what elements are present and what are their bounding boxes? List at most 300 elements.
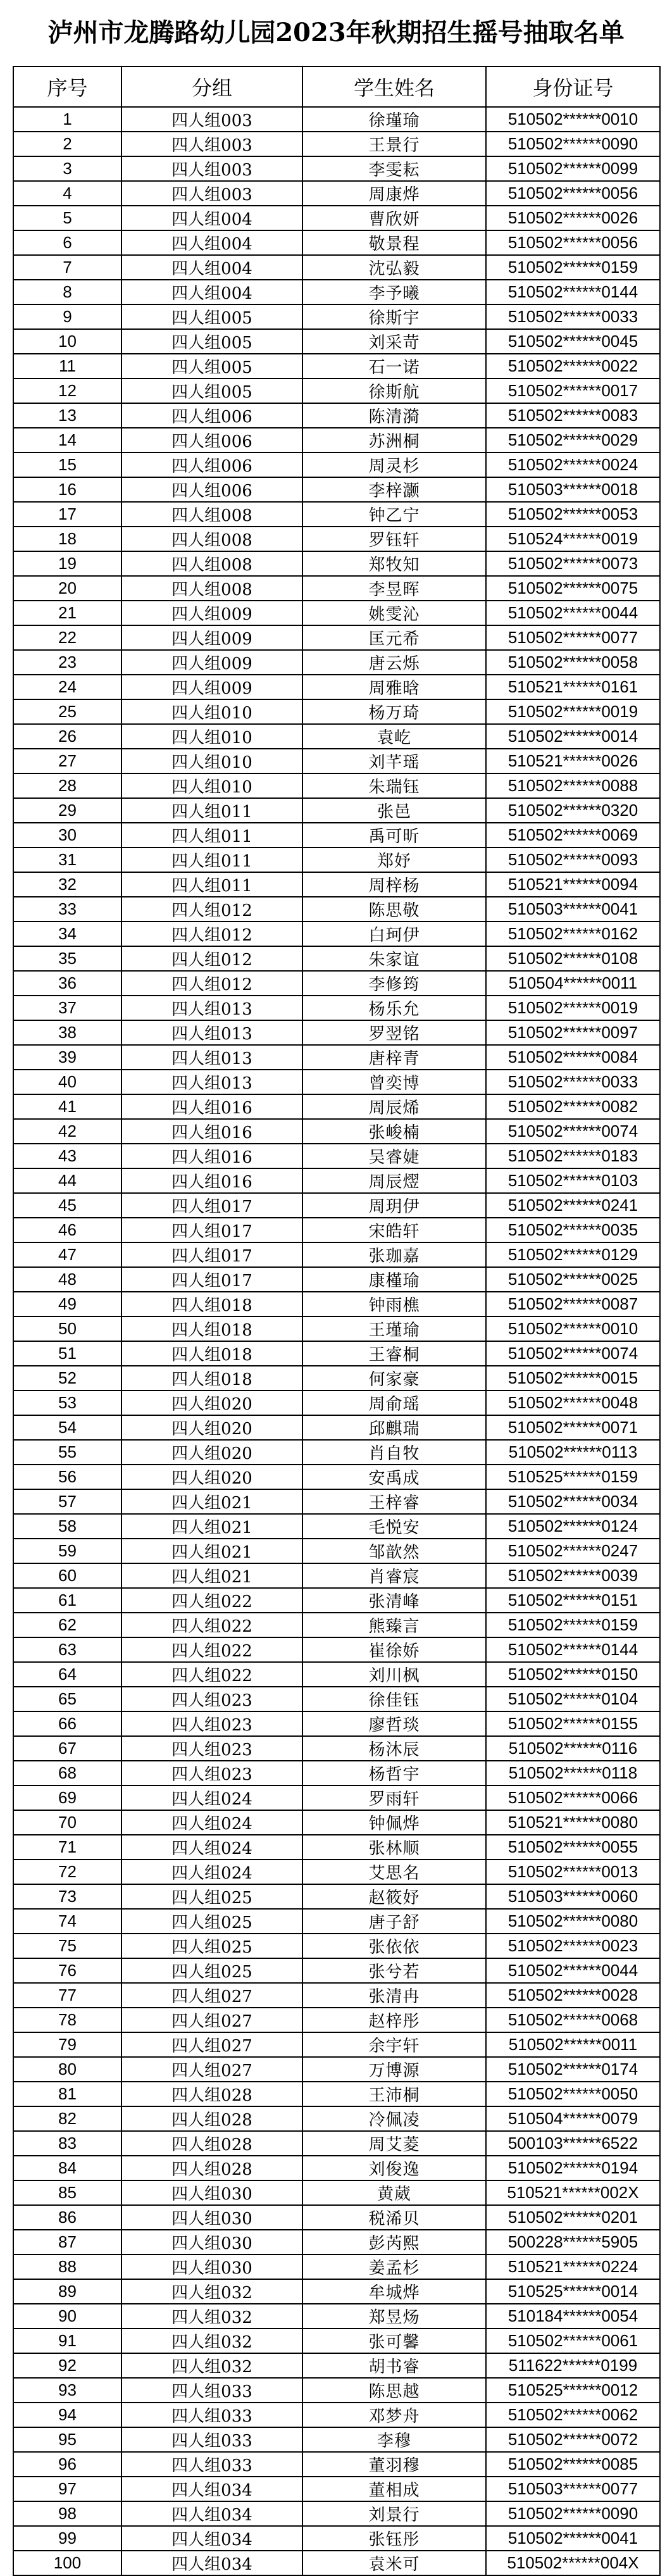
cell-id-number: 510521******002X (486, 2180, 660, 2205)
cell-serial-number: 74 (13, 1909, 121, 1934)
cell-id-number: 510502******0247 (486, 1539, 660, 1563)
cell-id-number: 510502******0062 (486, 2403, 660, 2427)
cell-id-number: 510502******0073 (486, 551, 660, 576)
table-row (13, 428, 660, 453)
table-row (13, 1983, 660, 2008)
table-row (13, 453, 660, 477)
cell-student-name: 张依依 (302, 1934, 486, 1958)
table-row (13, 699, 660, 724)
cell-group: 四人组033 (121, 2452, 302, 2477)
table-row (13, 2230, 660, 2254)
cell-student-name: 张邑 (302, 798, 486, 823)
cell-group: 四人组017 (121, 1193, 302, 1218)
cell-group: 四人组013 (121, 996, 302, 1020)
table-header-row (13, 66, 660, 107)
table-row (13, 601, 660, 625)
cell-id-number: 510503******0077 (486, 2477, 660, 2501)
cell-group: 四人组025 (121, 1958, 302, 1983)
cell-id-number: 510502******0080 (486, 1909, 660, 1934)
cell-student-name: 刘景行 (302, 2501, 486, 2526)
cell-serial-number: 59 (13, 1539, 121, 1563)
cell-id-number: 510502******0194 (486, 2156, 660, 2180)
cell-id-number: 510502******0174 (486, 2057, 660, 2082)
table-row (13, 1267, 660, 1292)
cell-student-name: 周灵杉 (302, 453, 486, 477)
cell-serial-number: 66 (13, 1711, 121, 1736)
cell-serial-number: 58 (13, 1514, 121, 1539)
cell-id-number: 510502******0066 (486, 1785, 660, 1810)
table-row (13, 1193, 660, 1218)
cell-student-name: 李昱晖 (302, 576, 486, 601)
cell-id-number: 510502******0061 (486, 2329, 660, 2353)
cell-student-name: 彭芮熙 (302, 2230, 486, 2254)
cell-id-number: 510502******0074 (486, 1341, 660, 1366)
table-row (13, 1144, 660, 1168)
cell-serial-number: 64 (13, 1662, 121, 1687)
document-title: 泸州市龙腾路幼儿园2023年秋期招生摇号抽取名单 (47, 18, 625, 47)
cell-serial-number: 80 (13, 2057, 121, 2082)
cell-id-number: 510502******0090 (486, 2501, 660, 2526)
cell-serial-number: 22 (13, 625, 121, 650)
cell-serial-number: 36 (13, 971, 121, 996)
cell-student-name: 张清峰 (302, 1588, 486, 1613)
cell-id-number: 510502******0010 (486, 107, 660, 132)
cell-serial-number: 47 (13, 1242, 121, 1267)
cell-serial-number: 78 (13, 2008, 121, 2032)
table-row (13, 1909, 660, 1934)
cell-student-name: 曹欣妍 (302, 206, 486, 230)
cell-id-number: 510502******0090 (486, 132, 660, 156)
cell-student-name: 唐云烁 (302, 650, 486, 675)
cell-student-name: 张可馨 (302, 2329, 486, 2353)
cell-group: 四人组005 (121, 304, 302, 329)
cell-student-name: 钟雨樵 (302, 1292, 486, 1316)
cell-group: 四人组025 (121, 1884, 302, 1909)
table-row (13, 2057, 660, 2082)
cell-id-number: 510502******0026 (486, 206, 660, 230)
cell-id-number: 510502******0159 (486, 255, 660, 280)
cell-group: 四人组027 (121, 2032, 302, 2057)
table-row (13, 2353, 660, 2378)
cell-id-number: 510502******0029 (486, 428, 660, 453)
cell-id-number: 510502******0077 (486, 625, 660, 650)
cell-id-number: 500228******5905 (486, 2230, 660, 2254)
cell-serial-number: 65 (13, 1687, 121, 1711)
cell-serial-number: 42 (13, 1119, 121, 1144)
cell-id-number: 510502******0083 (486, 403, 660, 428)
cell-student-name: 王沛桐 (302, 2082, 486, 2106)
cell-serial-number: 79 (13, 2032, 121, 2057)
cell-serial-number: 83 (13, 2131, 121, 2156)
cell-id-number: 510502******0071 (486, 1415, 660, 1440)
cell-id-number: 510502******0074 (486, 1119, 660, 1144)
cell-group: 四人组023 (121, 1761, 302, 1785)
table-row (13, 206, 660, 230)
cell-group: 四人组010 (121, 749, 302, 773)
cell-id-number: 510502******0085 (486, 2452, 660, 2477)
cell-id-number: 510502******0035 (486, 1218, 660, 1242)
cell-serial-number: 8 (13, 280, 121, 304)
cell-serial-number: 76 (13, 1958, 121, 1983)
cell-student-name: 税浠贝 (302, 2205, 486, 2230)
cell-id-number: 510502******0028 (486, 1983, 660, 2008)
cell-serial-number: 93 (13, 2378, 121, 2403)
cell-student-name: 徐瑾瑜 (302, 107, 486, 132)
cell-student-name: 朱瑞钰 (302, 773, 486, 798)
cell-id-number: 510502******0087 (486, 1292, 660, 1316)
cell-student-name: 安禹成 (302, 1465, 486, 1489)
cell-serial-number: 33 (13, 897, 121, 922)
cell-group: 四人组027 (121, 2008, 302, 2032)
cell-serial-number: 17 (13, 502, 121, 527)
cell-id-number: 510502******0033 (486, 1070, 660, 1094)
cell-id-number: 510502******0068 (486, 2008, 660, 2032)
cell-id-number: 510504******0079 (486, 2106, 660, 2131)
cell-group: 四人组018 (121, 1341, 302, 1366)
cell-group: 四人组011 (121, 798, 302, 823)
table-row (13, 625, 660, 650)
cell-group: 四人组023 (121, 1736, 302, 1761)
cell-group: 四人组017 (121, 1267, 302, 1292)
cell-student-name: 罗雨轩 (302, 1785, 486, 1810)
cell-group: 四人组005 (121, 354, 302, 378)
table-row (13, 1835, 660, 1860)
table-row (13, 1391, 660, 1415)
table-row (13, 2526, 660, 2551)
cell-group: 四人组012 (121, 897, 302, 922)
cell-serial-number: 41 (13, 1094, 121, 1119)
cell-serial-number: 73 (13, 1884, 121, 1909)
table-row (13, 2378, 660, 2403)
cell-student-name: 李予曦 (302, 280, 486, 304)
cell-group: 四人组012 (121, 971, 302, 996)
cell-student-name: 郑昱炀 (302, 2304, 486, 2329)
table-row (13, 230, 660, 255)
table-row (13, 181, 660, 206)
cell-student-name: 熊臻言 (302, 1613, 486, 1637)
cell-student-name: 李修筠 (302, 971, 486, 996)
cell-id-number: 510502******0045 (486, 329, 660, 354)
cell-group: 四人组010 (121, 699, 302, 724)
cell-group: 四人组030 (121, 2180, 302, 2205)
cell-student-name: 徐斯宇 (302, 304, 486, 329)
table-row (13, 1094, 660, 1119)
cell-serial-number: 21 (13, 601, 121, 625)
cell-serial-number: 29 (13, 798, 121, 823)
table-row (13, 1415, 660, 1440)
cell-id-number: 510502******0039 (486, 1563, 660, 1588)
cell-group: 四人组011 (121, 823, 302, 847)
cell-serial-number: 43 (13, 1144, 121, 1168)
cell-student-name: 冷佩凌 (302, 2106, 486, 2131)
cell-group: 四人组004 (121, 230, 302, 255)
cell-serial-number: 91 (13, 2329, 121, 2353)
table-row (13, 749, 660, 773)
table-row (13, 1884, 660, 1909)
cell-serial-number: 27 (13, 749, 121, 773)
cell-group: 四人组013 (121, 1020, 302, 1045)
cell-serial-number: 6 (13, 230, 121, 255)
cell-group: 四人组033 (121, 2427, 302, 2452)
cell-student-name: 宋皓轩 (302, 1218, 486, 1242)
cell-student-name: 沈弘毅 (302, 255, 486, 280)
cell-student-name: 周辰烯 (302, 1094, 486, 1119)
cell-group: 四人组024 (121, 1835, 302, 1860)
cell-serial-number: 23 (13, 650, 121, 675)
table-row (13, 1465, 660, 1489)
cell-group: 四人组016 (121, 1168, 302, 1193)
cell-id-number: 510504******0011 (486, 971, 660, 996)
table-row (13, 2551, 660, 2575)
cell-group: 四人组011 (121, 847, 302, 872)
cell-serial-number: 35 (13, 946, 121, 971)
cell-group: 四人组012 (121, 922, 302, 946)
cell-serial-number: 14 (13, 428, 121, 453)
cell-id-number: 510502******004X (486, 2551, 660, 2575)
cell-student-name: 郑妤 (302, 847, 486, 872)
cell-serial-number: 89 (13, 2279, 121, 2304)
cell-student-name: 康槿瑜 (302, 1267, 486, 1292)
table-row (13, 798, 660, 823)
table-row (13, 1637, 660, 1662)
cell-student-name: 艾思名 (302, 1860, 486, 1884)
cell-group: 四人组027 (121, 1983, 302, 2008)
cell-id-number: 510502******0056 (486, 181, 660, 206)
cell-group: 四人组016 (121, 1119, 302, 1144)
cell-group: 四人组022 (121, 1637, 302, 1662)
cell-serial-number: 85 (13, 2180, 121, 2205)
cell-id-number: 510502******0025 (486, 1267, 660, 1292)
cell-id-number: 510521******0094 (486, 872, 660, 897)
cell-id-number: 510502******0048 (486, 1391, 660, 1415)
table-row (13, 1045, 660, 1070)
table-row (13, 1810, 660, 1835)
cell-student-name: 杨万琦 (302, 699, 486, 724)
cell-group: 四人组005 (121, 329, 302, 354)
cell-id-number: 510521******0026 (486, 749, 660, 773)
table-row (13, 255, 660, 280)
cell-student-name: 胡书睿 (302, 2353, 486, 2378)
cell-group: 四人组013 (121, 1045, 302, 1070)
cell-student-name: 张兮若 (302, 1958, 486, 1983)
cell-group: 四人组030 (121, 2205, 302, 2230)
cell-student-name: 赵梓彤 (302, 2008, 486, 2032)
cell-group: 四人组024 (121, 1785, 302, 1810)
cell-group: 四人组028 (121, 2106, 302, 2131)
cell-id-number: 510502******0034 (486, 1489, 660, 1514)
table-row (13, 823, 660, 847)
cell-student-name: 肖自牧 (302, 1440, 486, 1465)
table-row (13, 527, 660, 551)
cell-id-number: 510502******0022 (486, 354, 660, 378)
table-row (13, 2180, 660, 2205)
cell-id-number: 510525******0159 (486, 1465, 660, 1489)
cell-student-name: 禹可昕 (302, 823, 486, 847)
cell-group: 四人组034 (121, 2477, 302, 2501)
cell-serial-number: 48 (13, 1267, 121, 1292)
cell-student-name: 邓梦舟 (302, 2403, 486, 2427)
cell-student-name: 陈思越 (302, 2378, 486, 2403)
table-row (13, 675, 660, 699)
table-row (13, 2205, 660, 2230)
cell-student-name: 陈清漪 (302, 403, 486, 428)
cell-serial-number: 53 (13, 1391, 121, 1415)
cell-student-name: 廖哲琰 (302, 1711, 486, 1736)
cell-serial-number: 32 (13, 872, 121, 897)
cell-student-name: 董羽穆 (302, 2452, 486, 2477)
cell-group: 四人组034 (121, 2501, 302, 2526)
cell-group: 四人组016 (121, 1094, 302, 1119)
table-row (13, 280, 660, 304)
cell-student-name: 郑牧知 (302, 551, 486, 576)
cell-student-name: 白珂伊 (302, 922, 486, 946)
cell-group: 四人组008 (121, 527, 302, 551)
cell-id-number: 510503******0041 (486, 897, 660, 922)
cell-group: 四人组028 (121, 2131, 302, 2156)
table-row (13, 1316, 660, 1341)
cell-id-number: 510502******0241 (486, 1193, 660, 1218)
cell-student-name: 周俞瑶 (302, 1391, 486, 1415)
cell-student-name: 朱家谊 (302, 946, 486, 971)
table-row (13, 2329, 660, 2353)
cell-group: 四人组009 (121, 625, 302, 650)
cell-id-number: 510502******0093 (486, 847, 660, 872)
cell-serial-number: 56 (13, 1465, 121, 1489)
table-row (13, 1242, 660, 1267)
cell-serial-number: 81 (13, 2082, 121, 2106)
table-row (13, 773, 660, 798)
cell-id-number: 510503******0060 (486, 1884, 660, 1909)
cell-group: 四人组003 (121, 132, 302, 156)
cell-id-number: 510502******0072 (486, 2427, 660, 2452)
table-row (13, 2304, 660, 2329)
header-group: 分组 (121, 66, 302, 107)
table-row (13, 502, 660, 527)
cell-id-number: 510502******0124 (486, 1514, 660, 1539)
table-row (13, 2106, 660, 2131)
cell-serial-number: 75 (13, 1934, 121, 1958)
cell-serial-number: 7 (13, 255, 121, 280)
table-row (13, 1020, 660, 1045)
cell-student-name: 黄葳 (302, 2180, 486, 2205)
cell-id-number: 510502******0099 (486, 156, 660, 181)
cell-serial-number: 24 (13, 675, 121, 699)
cell-student-name: 陈思敬 (302, 897, 486, 922)
cell-serial-number: 5 (13, 206, 121, 230)
cell-student-name: 钟乙宁 (302, 502, 486, 527)
cell-student-name: 赵筱妤 (302, 1884, 486, 1909)
cell-serial-number: 25 (13, 699, 121, 724)
cell-group: 四人组006 (121, 477, 302, 502)
header-id-number: 身份证号 (486, 66, 660, 107)
cell-group: 四人组022 (121, 1662, 302, 1687)
table-row (13, 304, 660, 329)
table-row (13, 1958, 660, 1983)
cell-serial-number: 4 (13, 181, 121, 206)
cell-serial-number: 49 (13, 1292, 121, 1316)
cell-student-name: 姚雯沁 (302, 601, 486, 625)
cell-student-name: 刘芊瑶 (302, 749, 486, 773)
cell-serial-number: 52 (13, 1366, 121, 1391)
cell-group: 四人组017 (121, 1242, 302, 1267)
cell-id-number: 510502******0013 (486, 1860, 660, 1884)
cell-id-number: 510502******0011 (486, 2032, 660, 2057)
table-row (13, 847, 660, 872)
cell-group: 四人组027 (121, 2057, 302, 2082)
table-row (13, 1687, 660, 1711)
cell-group: 四人组004 (121, 206, 302, 230)
cell-serial-number: 13 (13, 403, 121, 428)
cell-student-name: 钟佩烨 (302, 1810, 486, 1835)
cell-student-name: 唐梓青 (302, 1045, 486, 1070)
table-row (13, 2403, 660, 2427)
cell-student-name: 崔徐娇 (302, 1637, 486, 1662)
table-row (13, 1761, 660, 1785)
table-row (13, 403, 660, 428)
cell-id-number: 510503******0018 (486, 477, 660, 502)
cell-student-name: 罗翌铭 (302, 1020, 486, 1045)
cell-student-name: 邱麒瑞 (302, 1415, 486, 1440)
cell-id-number: 510521******0080 (486, 1810, 660, 1835)
table-row (13, 2427, 660, 2452)
cell-student-name: 吴睿婕 (302, 1144, 486, 1168)
cell-serial-number: 77 (13, 1983, 121, 2008)
cell-id-number: 510502******0041 (486, 2526, 660, 2551)
cell-serial-number: 57 (13, 1489, 121, 1514)
cell-student-name: 王景行 (302, 132, 486, 156)
cell-serial-number: 20 (13, 576, 121, 601)
cell-serial-number: 61 (13, 1588, 121, 1613)
cell-id-number: 510502******0084 (486, 1045, 660, 1070)
cell-group: 四人组020 (121, 1415, 302, 1440)
cell-student-name: 周艾菱 (302, 2131, 486, 2156)
cell-group: 四人组018 (121, 1292, 302, 1316)
cell-id-number: 510502******0162 (486, 922, 660, 946)
cell-student-name: 苏洲桐 (302, 428, 486, 453)
cell-group: 四人组008 (121, 576, 302, 601)
table-row (13, 996, 660, 1020)
cell-serial-number: 11 (13, 354, 121, 378)
cell-student-name: 王睿桐 (302, 1341, 486, 1366)
cell-id-number: 510502******0201 (486, 2205, 660, 2230)
cell-serial-number: 69 (13, 1785, 121, 1810)
cell-id-number: 510502******0014 (486, 724, 660, 749)
cell-group: 四人组030 (121, 2254, 302, 2279)
table-row (13, 1711, 660, 1736)
cell-group: 四人组028 (121, 2082, 302, 2106)
cell-student-name: 张钰彤 (302, 2526, 486, 2551)
cell-id-number: 510502******0155 (486, 1711, 660, 1736)
cell-id-number: 510502******0088 (486, 773, 660, 798)
table-row (13, 1119, 660, 1144)
cell-group: 四人组034 (121, 2551, 302, 2575)
cell-serial-number: 50 (13, 1316, 121, 1341)
cell-serial-number: 55 (13, 1440, 121, 1465)
cell-group: 四人组008 (121, 551, 302, 576)
cell-student-name: 杨哲宇 (302, 1761, 486, 1785)
cell-group: 四人组004 (121, 280, 302, 304)
cell-student-name: 周辰熤 (302, 1168, 486, 1193)
table-row (13, 1860, 660, 1884)
cell-id-number: 510502******0024 (486, 453, 660, 477)
cell-group: 四人组003 (121, 181, 302, 206)
cell-group: 四人组033 (121, 2378, 302, 2403)
cell-student-name: 姜孟杉 (302, 2254, 486, 2279)
cell-student-name: 周雅晗 (302, 675, 486, 699)
cell-serial-number: 88 (13, 2254, 121, 2279)
cell-group: 四人组025 (121, 1934, 302, 1958)
table-row (13, 1168, 660, 1193)
